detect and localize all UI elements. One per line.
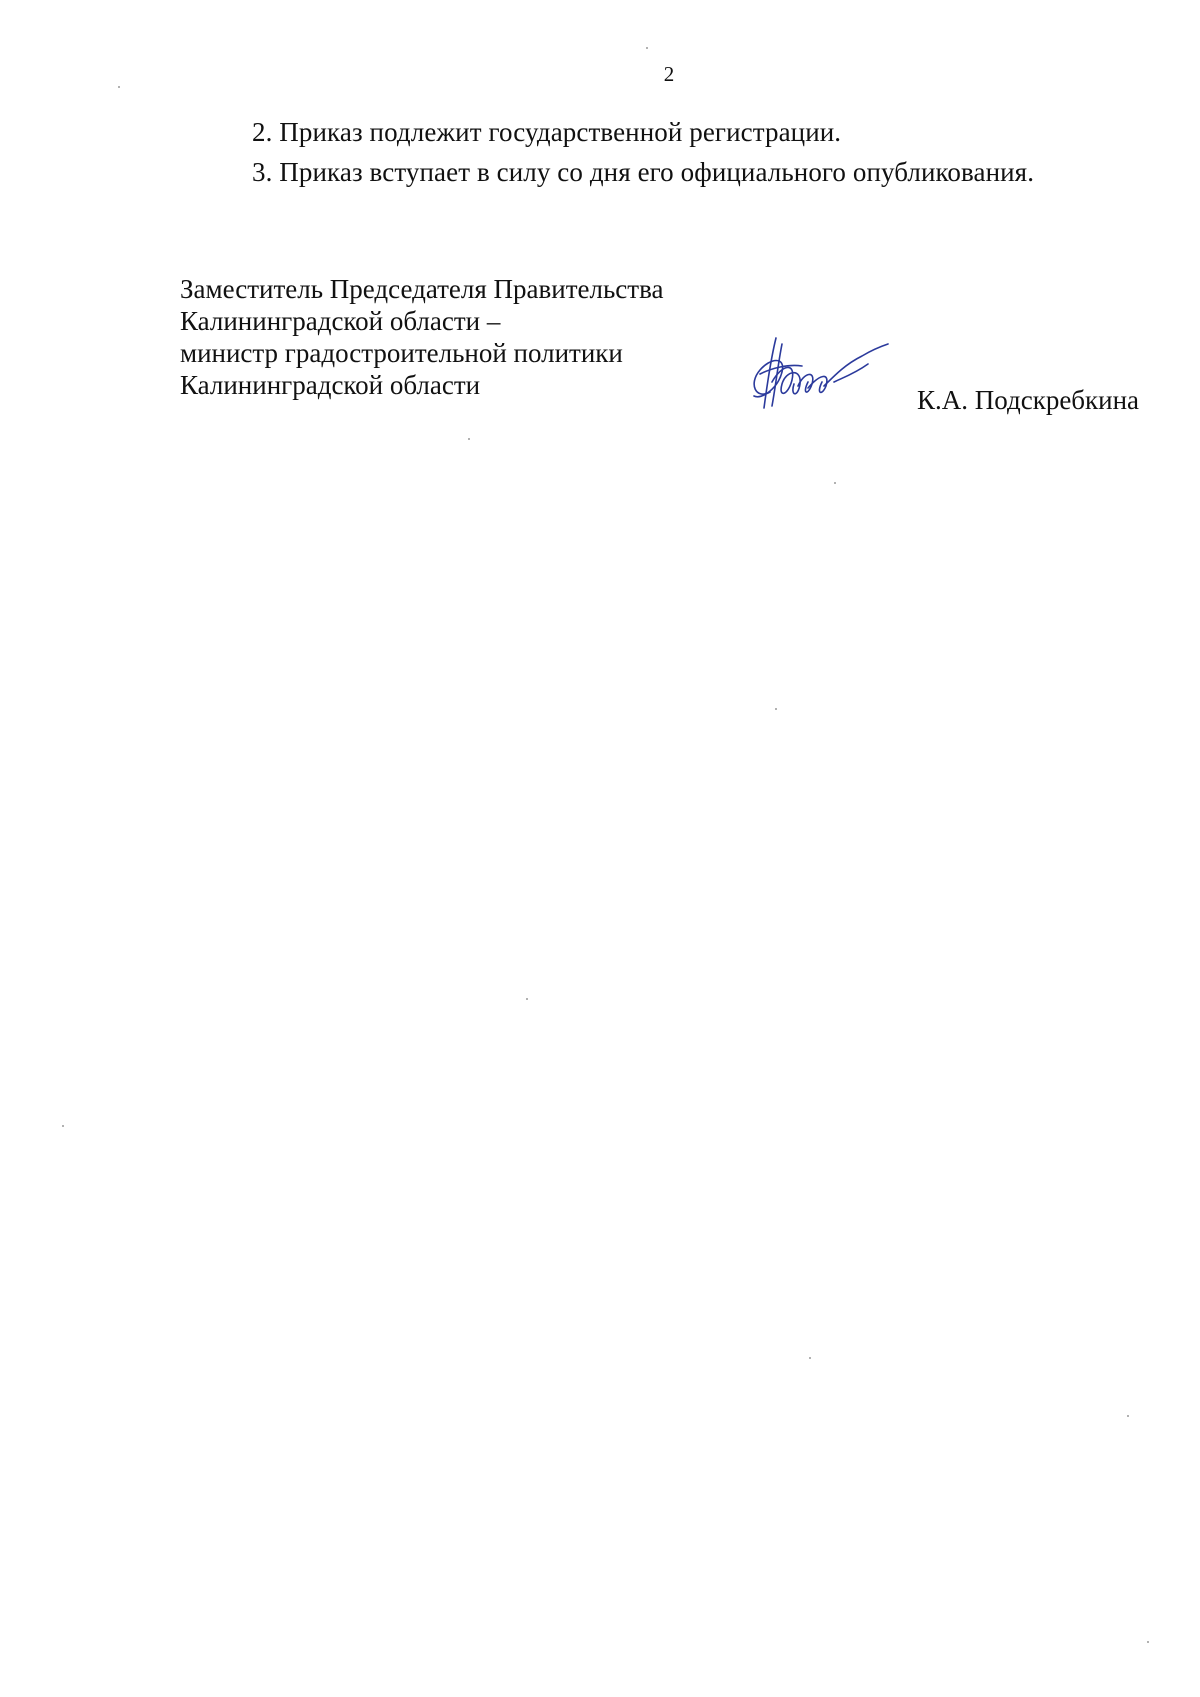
signature-stroke — [808, 376, 827, 392]
signatory-position — [180, 273, 663, 401]
scan-speck — [646, 47, 648, 49]
signature-stroke — [834, 364, 868, 382]
signatory-position-line: Калининградской области — [180, 370, 481, 400]
scan-speck — [526, 998, 528, 1000]
signatory-position-line: Заместитель Председателя Правительства — [180, 274, 664, 304]
scan-speck — [834, 482, 836, 484]
paragraph-registration: 2. Приказ подлежит государственной регистрации. — [252, 117, 842, 147]
scan-speck — [62, 1125, 64, 1127]
scan-speck — [118, 86, 120, 88]
handwritten-signature — [742, 334, 890, 418]
signature-stroke — [824, 344, 888, 386]
signatory-position-line: министр градостроительной политики — [180, 338, 623, 368]
scan-speck — [809, 1357, 811, 1359]
signer-name: К.А. Подскребкина — [917, 385, 1140, 415]
paragraph-effective-date: 3. Приказ вступает в силу со дня его официального опубликования. — [252, 157, 1035, 187]
scan-speck — [468, 438, 470, 440]
page-number: 2 — [663, 62, 675, 86]
scan-speck — [1127, 1415, 1129, 1417]
signatory-position-line: Калининградской области – — [180, 306, 501, 336]
scan-speck — [1147, 1641, 1149, 1643]
scan-speck — [775, 708, 777, 710]
